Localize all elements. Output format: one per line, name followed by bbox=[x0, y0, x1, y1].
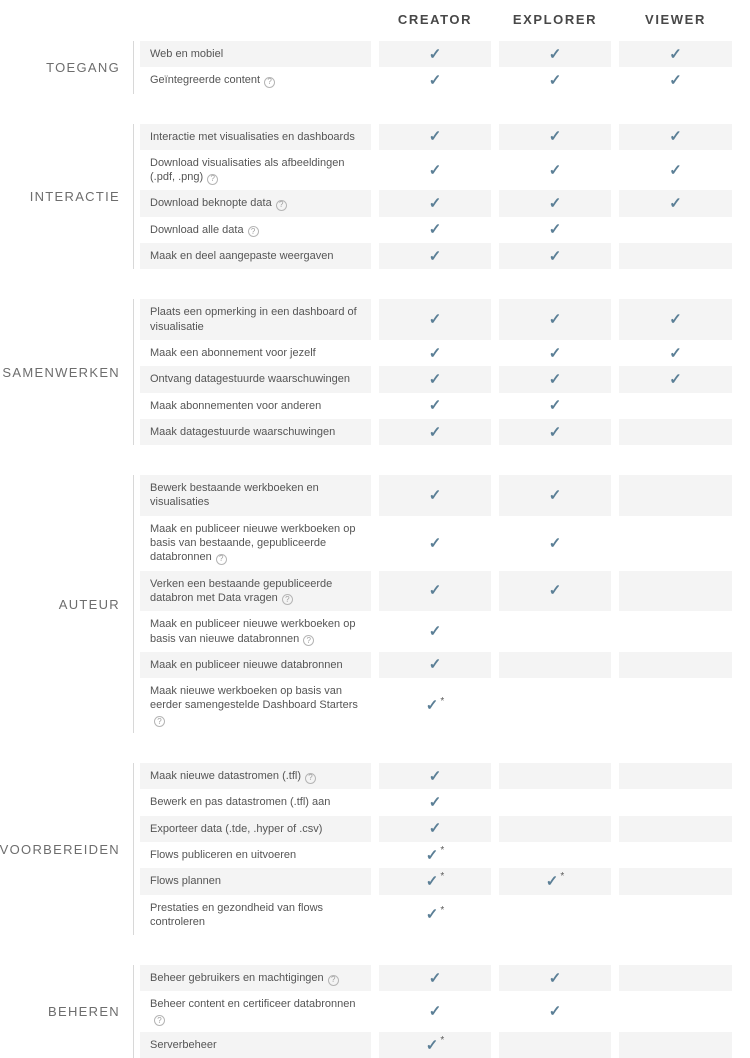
help-icon[interactable]: ? bbox=[216, 554, 227, 565]
check-icon: ✓ bbox=[428, 793, 442, 811]
check-icon: ✓ bbox=[548, 344, 562, 362]
check-icon: ✓ bbox=[428, 344, 442, 362]
feature-label: Ontvang datagestuurde waarschuwingen bbox=[150, 373, 350, 386]
check-cell-creator bbox=[379, 150, 491, 191]
feature-label: Serverbeheer bbox=[150, 1038, 217, 1051]
table-row bbox=[140, 965, 732, 991]
feature-label: Maak datagestuurde waarschuwingen bbox=[150, 425, 336, 438]
check-cell-creator bbox=[379, 763, 491, 789]
table-row bbox=[140, 516, 732, 571]
check-cell-viewer bbox=[619, 190, 732, 216]
help-icon[interactable]: ? bbox=[207, 174, 218, 185]
section-rows bbox=[133, 965, 732, 1058]
check-cell-viewer bbox=[619, 217, 732, 243]
check-icon: ✓ bbox=[548, 969, 562, 987]
feature-label: Flows publiceren en uitvoeren bbox=[150, 848, 297, 861]
section-label-column bbox=[0, 475, 133, 733]
check-cell-creator bbox=[379, 124, 491, 150]
column-header-viewer: VIEWER bbox=[645, 12, 706, 27]
feature-label: Bewerk bestaande werkboeken en visualisaties bbox=[150, 482, 319, 509]
table-body bbox=[0, 41, 750, 1058]
table-row bbox=[140, 475, 732, 516]
check-cell-explorer bbox=[499, 340, 611, 366]
check-cell-viewer bbox=[619, 150, 732, 191]
check-icon: ✓ bbox=[428, 221, 442, 239]
check-cell-viewer bbox=[619, 393, 732, 419]
feature-label: Beheer content en certificeer databronnen bbox=[150, 998, 356, 1011]
check-cell-creator bbox=[379, 991, 491, 1032]
feature-label-cell bbox=[140, 393, 371, 419]
check-cell-creator bbox=[379, 217, 491, 243]
feature-label-cell bbox=[140, 789, 371, 815]
section-label: INTERACTIE bbox=[29, 188, 120, 204]
table-row bbox=[140, 41, 732, 67]
check-icon: ✓ bbox=[428, 161, 442, 179]
feature-label: Download alle data bbox=[150, 223, 244, 236]
check-icon: ✓ bbox=[548, 486, 562, 504]
check-cell-explorer bbox=[499, 41, 611, 67]
help-icon[interactable]: ? bbox=[282, 594, 293, 605]
check-icon: ✓ bbox=[548, 397, 562, 415]
feature-label: Maak nieuwe werkboeken op basis van eerder samengestelde Dashboard Starters bbox=[150, 685, 358, 712]
help-icon[interactable]: ? bbox=[248, 226, 259, 237]
column-header-creator: CREATOR bbox=[397, 12, 473, 27]
check-cell-viewer bbox=[619, 816, 732, 842]
check-cell-viewer bbox=[619, 842, 732, 868]
check-cell-viewer bbox=[619, 763, 732, 789]
check-cell-viewer bbox=[619, 678, 732, 733]
check-cell-viewer bbox=[619, 868, 732, 894]
check-cell-creator bbox=[379, 190, 491, 216]
feature-label-cell bbox=[140, 763, 371, 789]
check-icon: ✓ bbox=[669, 370, 682, 388]
check-icon: ✓ bbox=[548, 1003, 562, 1021]
check-icon: ✓ bbox=[428, 534, 442, 552]
check-cell-creator bbox=[379, 678, 491, 733]
check-icon: ✓ bbox=[428, 311, 442, 329]
table-row bbox=[140, 789, 732, 815]
section-label: VOORBEREIDEN bbox=[0, 841, 120, 857]
check-icon: ✓ bbox=[548, 423, 562, 441]
check-cell-viewer bbox=[619, 366, 732, 392]
check-icon: ✓ bbox=[669, 45, 682, 63]
check-cell-explorer bbox=[499, 842, 611, 868]
feature-label-cell bbox=[140, 611, 371, 652]
section-label: BEHEREN bbox=[48, 1004, 120, 1020]
check-icon: ✓ bbox=[548, 195, 562, 213]
check-icon: ✓ bbox=[669, 195, 682, 213]
check-icon: ✓ bbox=[428, 370, 442, 388]
check-icon: ✓ bbox=[428, 820, 442, 838]
feature-label: Download beknopte data bbox=[150, 197, 272, 210]
asterisk-icon: * bbox=[440, 1035, 445, 1047]
check-icon: ✓ bbox=[428, 247, 442, 265]
check-cell-explorer bbox=[499, 571, 611, 612]
section-rows bbox=[133, 41, 732, 94]
check-icon: ✓ bbox=[548, 582, 562, 600]
feature-label-cell bbox=[140, 124, 371, 150]
table-row bbox=[140, 678, 732, 733]
asterisk-icon: * bbox=[440, 904, 445, 916]
check-icon: ✓ bbox=[425, 1036, 439, 1054]
check-icon: ✓ bbox=[548, 161, 562, 179]
section-label: SAMENWERKEN bbox=[2, 364, 120, 380]
table-row bbox=[140, 393, 732, 419]
check-icon: ✓ bbox=[428, 767, 442, 785]
check-cell-creator bbox=[379, 965, 491, 991]
asterisk-icon: * bbox=[440, 845, 445, 857]
help-icon[interactable]: ? bbox=[305, 773, 316, 784]
check-icon: ✓ bbox=[428, 397, 442, 415]
feature-section bbox=[0, 299, 750, 445]
table-row bbox=[140, 816, 732, 842]
feature-label-cell bbox=[140, 340, 371, 366]
check-icon: ✓ bbox=[669, 128, 682, 146]
table-row bbox=[140, 991, 732, 1032]
feature-section bbox=[0, 763, 750, 935]
feature-label-cell bbox=[140, 868, 371, 894]
section-label-column bbox=[0, 965, 133, 1058]
feature-label: Geïntegreerde content bbox=[150, 74, 261, 87]
check-icon: ✓ bbox=[548, 247, 562, 265]
check-cell-viewer bbox=[619, 571, 732, 612]
check-icon: ✓ bbox=[669, 161, 682, 179]
table-row bbox=[140, 611, 732, 652]
check-cell-explorer bbox=[499, 419, 611, 445]
feature-label-cell bbox=[140, 895, 371, 936]
check-icon: ✓ bbox=[428, 71, 442, 89]
check-cell-viewer bbox=[619, 789, 732, 815]
check-cell-creator bbox=[379, 299, 491, 340]
help-icon[interactable]: ? bbox=[264, 77, 275, 88]
feature-label: Maak en deel aangepaste weergaven bbox=[150, 250, 334, 263]
section-label: TOEGANG bbox=[46, 59, 120, 75]
check-cell-viewer bbox=[619, 652, 732, 678]
help-icon[interactable]: ? bbox=[154, 1015, 165, 1026]
table-row bbox=[140, 150, 732, 191]
table-row bbox=[140, 67, 732, 93]
feature-label: Download visualisaties als afbeeldingen (.pdf, .png) bbox=[150, 156, 345, 184]
section-rows bbox=[133, 763, 732, 935]
feature-label: Plaats een opmerking in een dashboard of visualisatie bbox=[150, 306, 357, 333]
column-header-explorer: EXPLORER bbox=[512, 12, 598, 27]
check-cell-explorer bbox=[499, 516, 611, 571]
feature-label-cell bbox=[140, 419, 371, 445]
check-cell-explorer bbox=[499, 789, 611, 815]
table-header bbox=[140, 12, 732, 27]
check-icon: ✓ bbox=[548, 534, 562, 552]
check-icon: ✓ bbox=[428, 582, 442, 600]
check-icon: ✓ bbox=[425, 697, 439, 715]
feature-label: Prestaties en gezondheid van flows controleren bbox=[150, 901, 324, 928]
feature-label: Web en mobiel bbox=[150, 48, 224, 60]
section-rows bbox=[133, 299, 732, 445]
feature-label: Exporteer data (.tde, .hyper of .csv) bbox=[150, 822, 323, 835]
check-cell-explorer bbox=[499, 965, 611, 991]
asterisk-icon: * bbox=[440, 871, 445, 883]
check-cell-viewer bbox=[619, 419, 732, 445]
feature-label-cell bbox=[140, 678, 371, 733]
section-label: AUTEUR bbox=[58, 596, 120, 612]
feature-label-cell bbox=[140, 150, 371, 191]
check-cell-viewer bbox=[619, 124, 732, 150]
feature-label: Maak en publiceer nieuwe werkboeken op basis van bestaande, gepubliceerde databronnen bbox=[150, 522, 356, 564]
check-cell-viewer bbox=[619, 475, 732, 516]
feature-label-cell bbox=[140, 652, 371, 678]
check-cell-explorer bbox=[499, 190, 611, 216]
section-rows bbox=[133, 124, 732, 270]
check-icon: ✓ bbox=[548, 311, 562, 329]
check-cell-viewer bbox=[619, 1032, 732, 1058]
feature-label-cell bbox=[140, 991, 371, 1032]
check-icon: ✓ bbox=[669, 71, 682, 89]
check-cell-explorer bbox=[499, 816, 611, 842]
check-cell-creator bbox=[379, 571, 491, 612]
check-icon: ✓ bbox=[669, 344, 682, 362]
feature-label-cell bbox=[140, 217, 371, 243]
feature-section bbox=[0, 475, 750, 733]
table-row bbox=[140, 190, 732, 216]
check-cell-explorer bbox=[499, 678, 611, 733]
table-row bbox=[140, 243, 732, 269]
feature-label-cell bbox=[140, 299, 371, 340]
feature-label: Maak abonnementen voor anderen bbox=[150, 399, 322, 412]
feature-label: Beheer gebruikers en machtigingen bbox=[150, 972, 324, 985]
check-cell-viewer bbox=[619, 516, 732, 571]
help-icon[interactable]: ? bbox=[154, 716, 165, 727]
check-cell-creator bbox=[379, 652, 491, 678]
check-icon: ✓ bbox=[428, 969, 442, 987]
check-icon: ✓ bbox=[428, 1003, 442, 1021]
feature-label: Maak en publiceer nieuwe werkboeken op basis van nieuwe databronnen bbox=[150, 618, 356, 645]
check-cell-explorer bbox=[499, 475, 611, 516]
check-icon: ✓ bbox=[428, 656, 442, 674]
check-cell-creator bbox=[379, 611, 491, 652]
feature-label: Maak en publiceer nieuwe databronnen bbox=[150, 658, 343, 671]
check-icon: ✓ bbox=[548, 45, 562, 63]
feature-label-cell bbox=[140, 243, 371, 269]
check-cell-explorer bbox=[499, 366, 611, 392]
feature-section bbox=[0, 41, 750, 94]
check-icon: ✓ bbox=[548, 71, 562, 89]
check-cell-creator bbox=[379, 816, 491, 842]
check-cell-creator bbox=[379, 393, 491, 419]
table-row bbox=[140, 419, 732, 445]
feature-label-cell bbox=[140, 965, 371, 991]
check-cell-viewer bbox=[619, 965, 732, 991]
check-cell-creator bbox=[379, 67, 491, 93]
table-row bbox=[140, 763, 732, 789]
check-cell-creator bbox=[379, 243, 491, 269]
table-row bbox=[140, 571, 732, 612]
check-cell-creator bbox=[379, 516, 491, 571]
section-rows bbox=[133, 475, 732, 733]
table-row bbox=[140, 868, 732, 894]
table-row bbox=[140, 652, 732, 678]
feature-label-cell bbox=[140, 366, 371, 392]
check-cell-explorer bbox=[499, 895, 611, 936]
table-row bbox=[140, 842, 732, 868]
check-cell-explorer bbox=[499, 611, 611, 652]
check-cell-viewer bbox=[619, 991, 732, 1032]
check-icon: ✓ bbox=[425, 846, 439, 864]
feature-label: Maak een abonnement voor jezelf bbox=[150, 346, 316, 359]
header-spacer bbox=[140, 12, 371, 27]
feature-label: Flows plannen bbox=[150, 875, 221, 888]
check-cell-creator bbox=[379, 366, 491, 392]
check-icon: ✓ bbox=[425, 872, 439, 890]
feature-label-cell bbox=[140, 571, 371, 612]
check-icon: ✓ bbox=[428, 486, 442, 504]
feature-label: Bewerk en pas datastromen (.tfl) aan bbox=[150, 796, 331, 809]
check-icon: ✓ bbox=[428, 623, 442, 641]
check-cell-creator bbox=[379, 340, 491, 366]
check-cell-explorer bbox=[499, 393, 611, 419]
table-row bbox=[140, 340, 732, 366]
feature-section bbox=[0, 124, 750, 270]
check-cell-explorer bbox=[499, 763, 611, 789]
check-cell-creator bbox=[379, 868, 491, 894]
check-cell-creator bbox=[379, 789, 491, 815]
section-label-column bbox=[0, 763, 133, 935]
feature-label-cell bbox=[140, 190, 371, 216]
check-cell-viewer bbox=[619, 67, 732, 93]
table-row bbox=[140, 895, 732, 936]
check-cell-creator bbox=[379, 475, 491, 516]
check-cell-creator bbox=[379, 842, 491, 868]
check-icon: ✓ bbox=[428, 195, 442, 213]
check-icon: ✓ bbox=[428, 423, 442, 441]
check-cell-explorer bbox=[499, 1032, 611, 1058]
check-cell-viewer bbox=[619, 611, 732, 652]
asterisk-icon: * bbox=[560, 871, 565, 883]
help-icon[interactable]: ? bbox=[303, 635, 314, 646]
check-cell-viewer bbox=[619, 895, 732, 936]
check-cell-viewer bbox=[619, 243, 732, 269]
feature-label-cell bbox=[140, 1032, 371, 1058]
check-cell-creator bbox=[379, 895, 491, 936]
check-cell-explorer bbox=[499, 150, 611, 191]
table-row bbox=[140, 299, 732, 340]
feature-label-cell bbox=[140, 475, 371, 516]
section-label-column bbox=[0, 41, 133, 94]
table-row bbox=[140, 124, 732, 150]
check-cell-creator bbox=[379, 41, 491, 67]
check-cell-viewer bbox=[619, 41, 732, 67]
check-icon: ✓ bbox=[428, 45, 442, 63]
feature-label-cell bbox=[140, 842, 371, 868]
feature-label-cell bbox=[140, 516, 371, 571]
section-label-column bbox=[0, 124, 133, 270]
check-cell-explorer bbox=[499, 243, 611, 269]
check-cell-viewer bbox=[619, 340, 732, 366]
check-icon: ✓ bbox=[428, 128, 442, 146]
check-icon: ✓ bbox=[548, 221, 562, 239]
check-cell-explorer bbox=[499, 67, 611, 93]
check-cell-creator bbox=[379, 1032, 491, 1058]
check-cell-viewer bbox=[619, 299, 732, 340]
table-row bbox=[140, 217, 732, 243]
feature-label: Maak nieuwe datastromen (.tfl) bbox=[150, 770, 302, 783]
feature-label: Verken een bestaande gepubliceerde databron met Data vragen bbox=[150, 577, 333, 604]
help-icon[interactable]: ? bbox=[276, 200, 287, 211]
asterisk-icon: * bbox=[440, 695, 445, 707]
check-icon: ✓ bbox=[425, 906, 439, 924]
check-icon: ✓ bbox=[548, 370, 562, 388]
check-icon: ✓ bbox=[545, 872, 559, 890]
section-label-column bbox=[0, 299, 133, 445]
check-cell-creator bbox=[379, 419, 491, 445]
check-icon: ✓ bbox=[548, 128, 562, 146]
table-row bbox=[140, 366, 732, 392]
check-cell-explorer bbox=[499, 217, 611, 243]
check-cell-explorer bbox=[499, 299, 611, 340]
feature-label-cell bbox=[140, 816, 371, 842]
feature-label-cell bbox=[140, 41, 371, 67]
feature-label: Interactie met visualisaties en dashboards bbox=[150, 130, 355, 143]
check-cell-explorer bbox=[499, 991, 611, 1032]
check-cell-explorer bbox=[499, 124, 611, 150]
table-row bbox=[140, 1032, 732, 1058]
check-icon: ✓ bbox=[669, 311, 682, 329]
feature-label-cell bbox=[140, 67, 371, 93]
feature-section bbox=[0, 965, 750, 1058]
help-icon[interactable]: ? bbox=[328, 975, 339, 986]
check-cell-explorer bbox=[499, 868, 611, 894]
check-cell-explorer bbox=[499, 652, 611, 678]
